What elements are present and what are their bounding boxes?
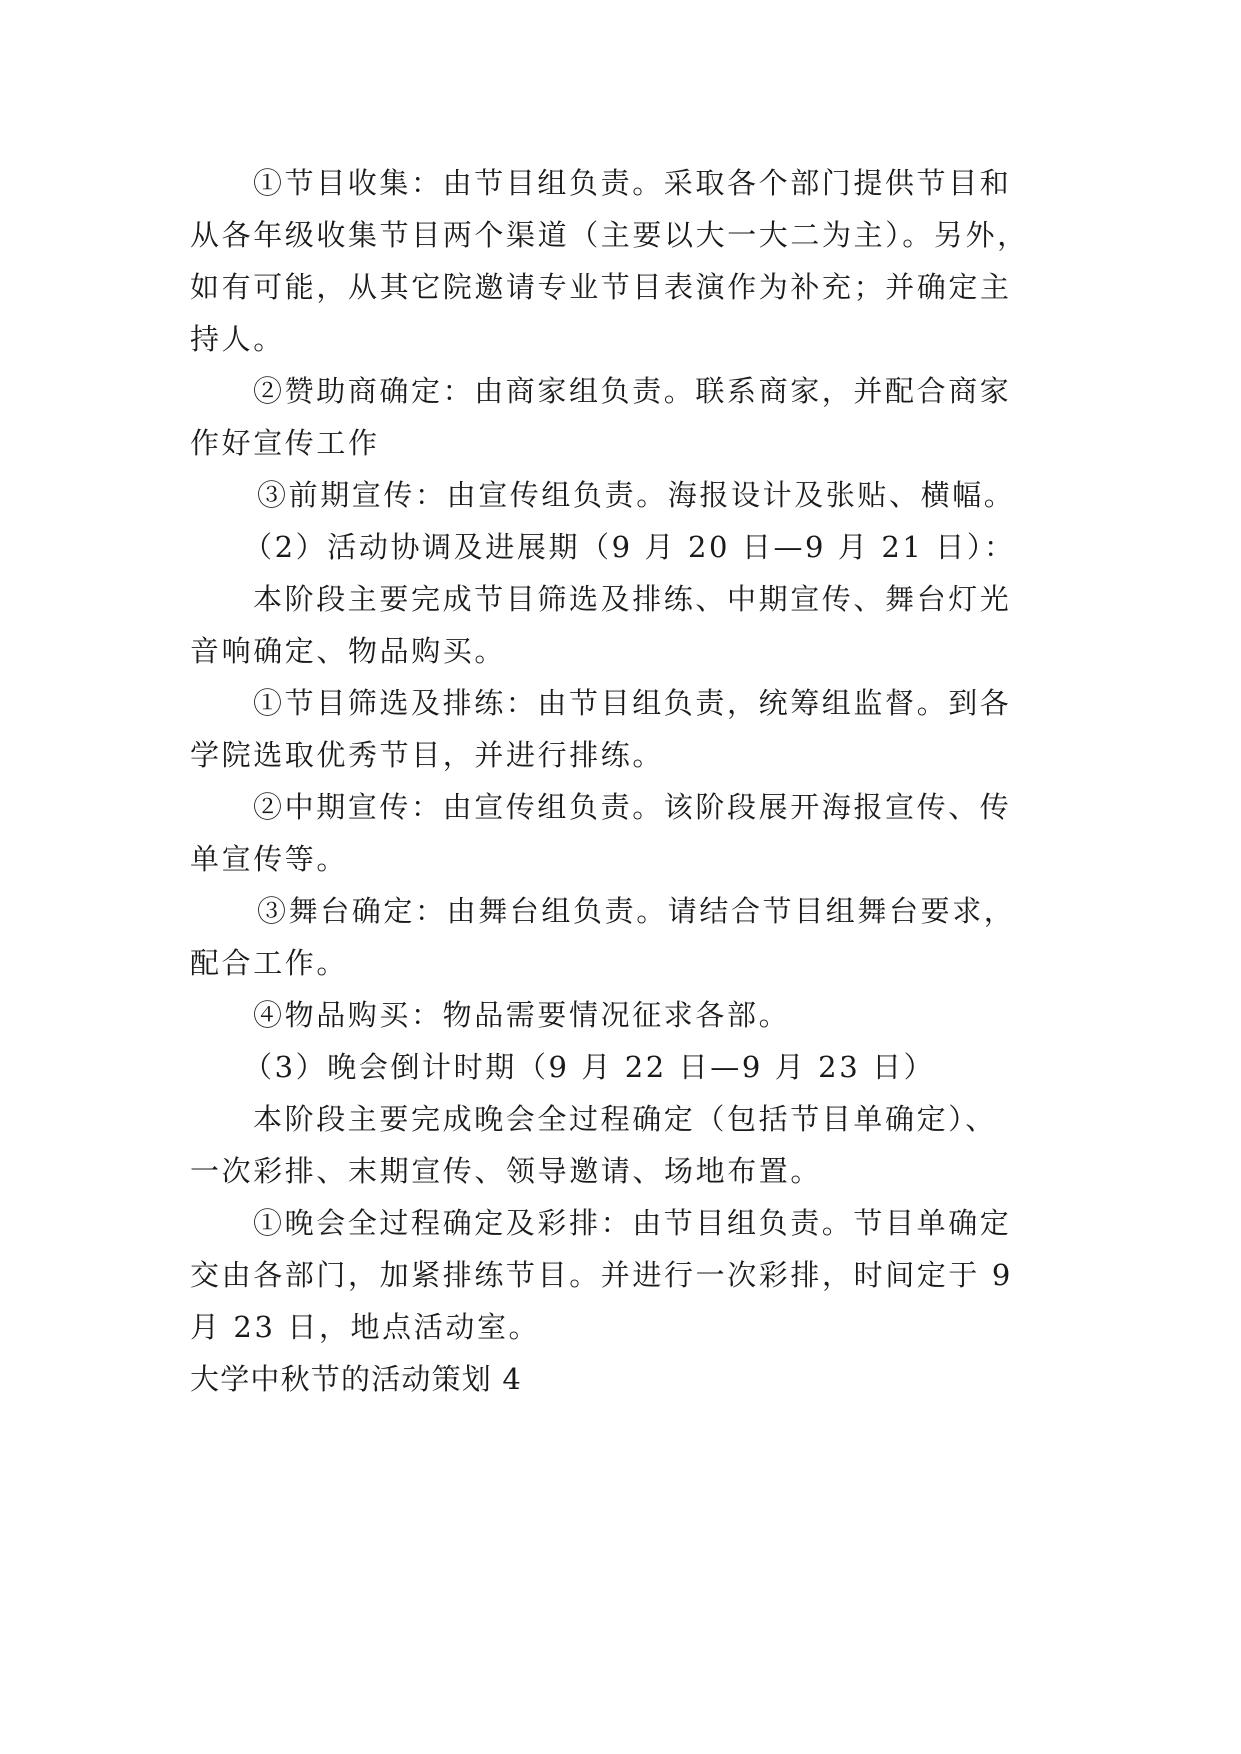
paragraph-line: ①节目收集：由节目组负责。采取各个部门提供节目和: [253, 166, 1012, 200]
paragraph-line: ③前期宣传：由宣传组负责。海报设计及张贴、横幅。: [257, 478, 1016, 512]
paragraph-line: ①晚会全过程确定及彩排：由节目组负责。节目单确定: [253, 1206, 1012, 1240]
paragraph-line: 交由各部门，加紧排练节目。并进行一次彩排，时间定于 9: [190, 1258, 1013, 1292]
paragraph-line: 本阶段主要完成晚会全过程确定（包括节目单确定）、: [253, 1102, 997, 1136]
paragraph-line: ②中期宣传：由宣传组负责。该阶段展开海报宣传、传: [253, 790, 1012, 824]
paragraph-line: 如有可能，从其它院邀请专业节目表演作为补充；并确定主: [190, 270, 1012, 304]
paragraph-line: 月 23 日，地点活动室。: [190, 1310, 541, 1344]
document-title: 大学中秋节的活动策划 4: [190, 1362, 523, 1396]
paragraph-line: ④物品购买：物品需要情况征求各部。: [253, 998, 791, 1032]
paragraph-line: 作好宣传工作: [190, 426, 380, 460]
paragraph-line: 本阶段主要完成节目筛选及排练、中期宣传、舞台灯光: [253, 582, 1012, 616]
paragraph-line: 学院选取优秀节目，并进行排练。: [190, 738, 665, 772]
paragraph-line: 单宣传等。: [190, 842, 349, 876]
paragraph-line: 一次彩排、末期宣传、领导邀请、场地布置。: [190, 1154, 823, 1188]
section-heading: （3）晚会倒计时期（9 月 22 日—9 月 23 日）: [243, 1050, 936, 1084]
paragraph-line: 从各年级收集节目两个渠道（主要以大一大二为主）。另外，: [190, 218, 1029, 252]
paragraph-line: 音响确定、物品购买。: [190, 634, 507, 668]
paragraph-line: 持人。: [190, 322, 285, 356]
section-heading: （2）活动协调及进展期（9 月 20 日—9 月 21 日）：: [243, 530, 1016, 564]
paragraph-line: ①节目筛选及排练：由节目组负责，统筹组监督。到各: [253, 686, 1012, 720]
paragraph-line: 配合工作。: [190, 946, 349, 980]
paragraph-line: ③舞台确定：由舞台组负责。请结合节目组舞台要求，: [257, 894, 1016, 928]
paragraph-line: ②赞助商确定：由商家组负责。联系商家，并配合商家: [253, 374, 1012, 408]
